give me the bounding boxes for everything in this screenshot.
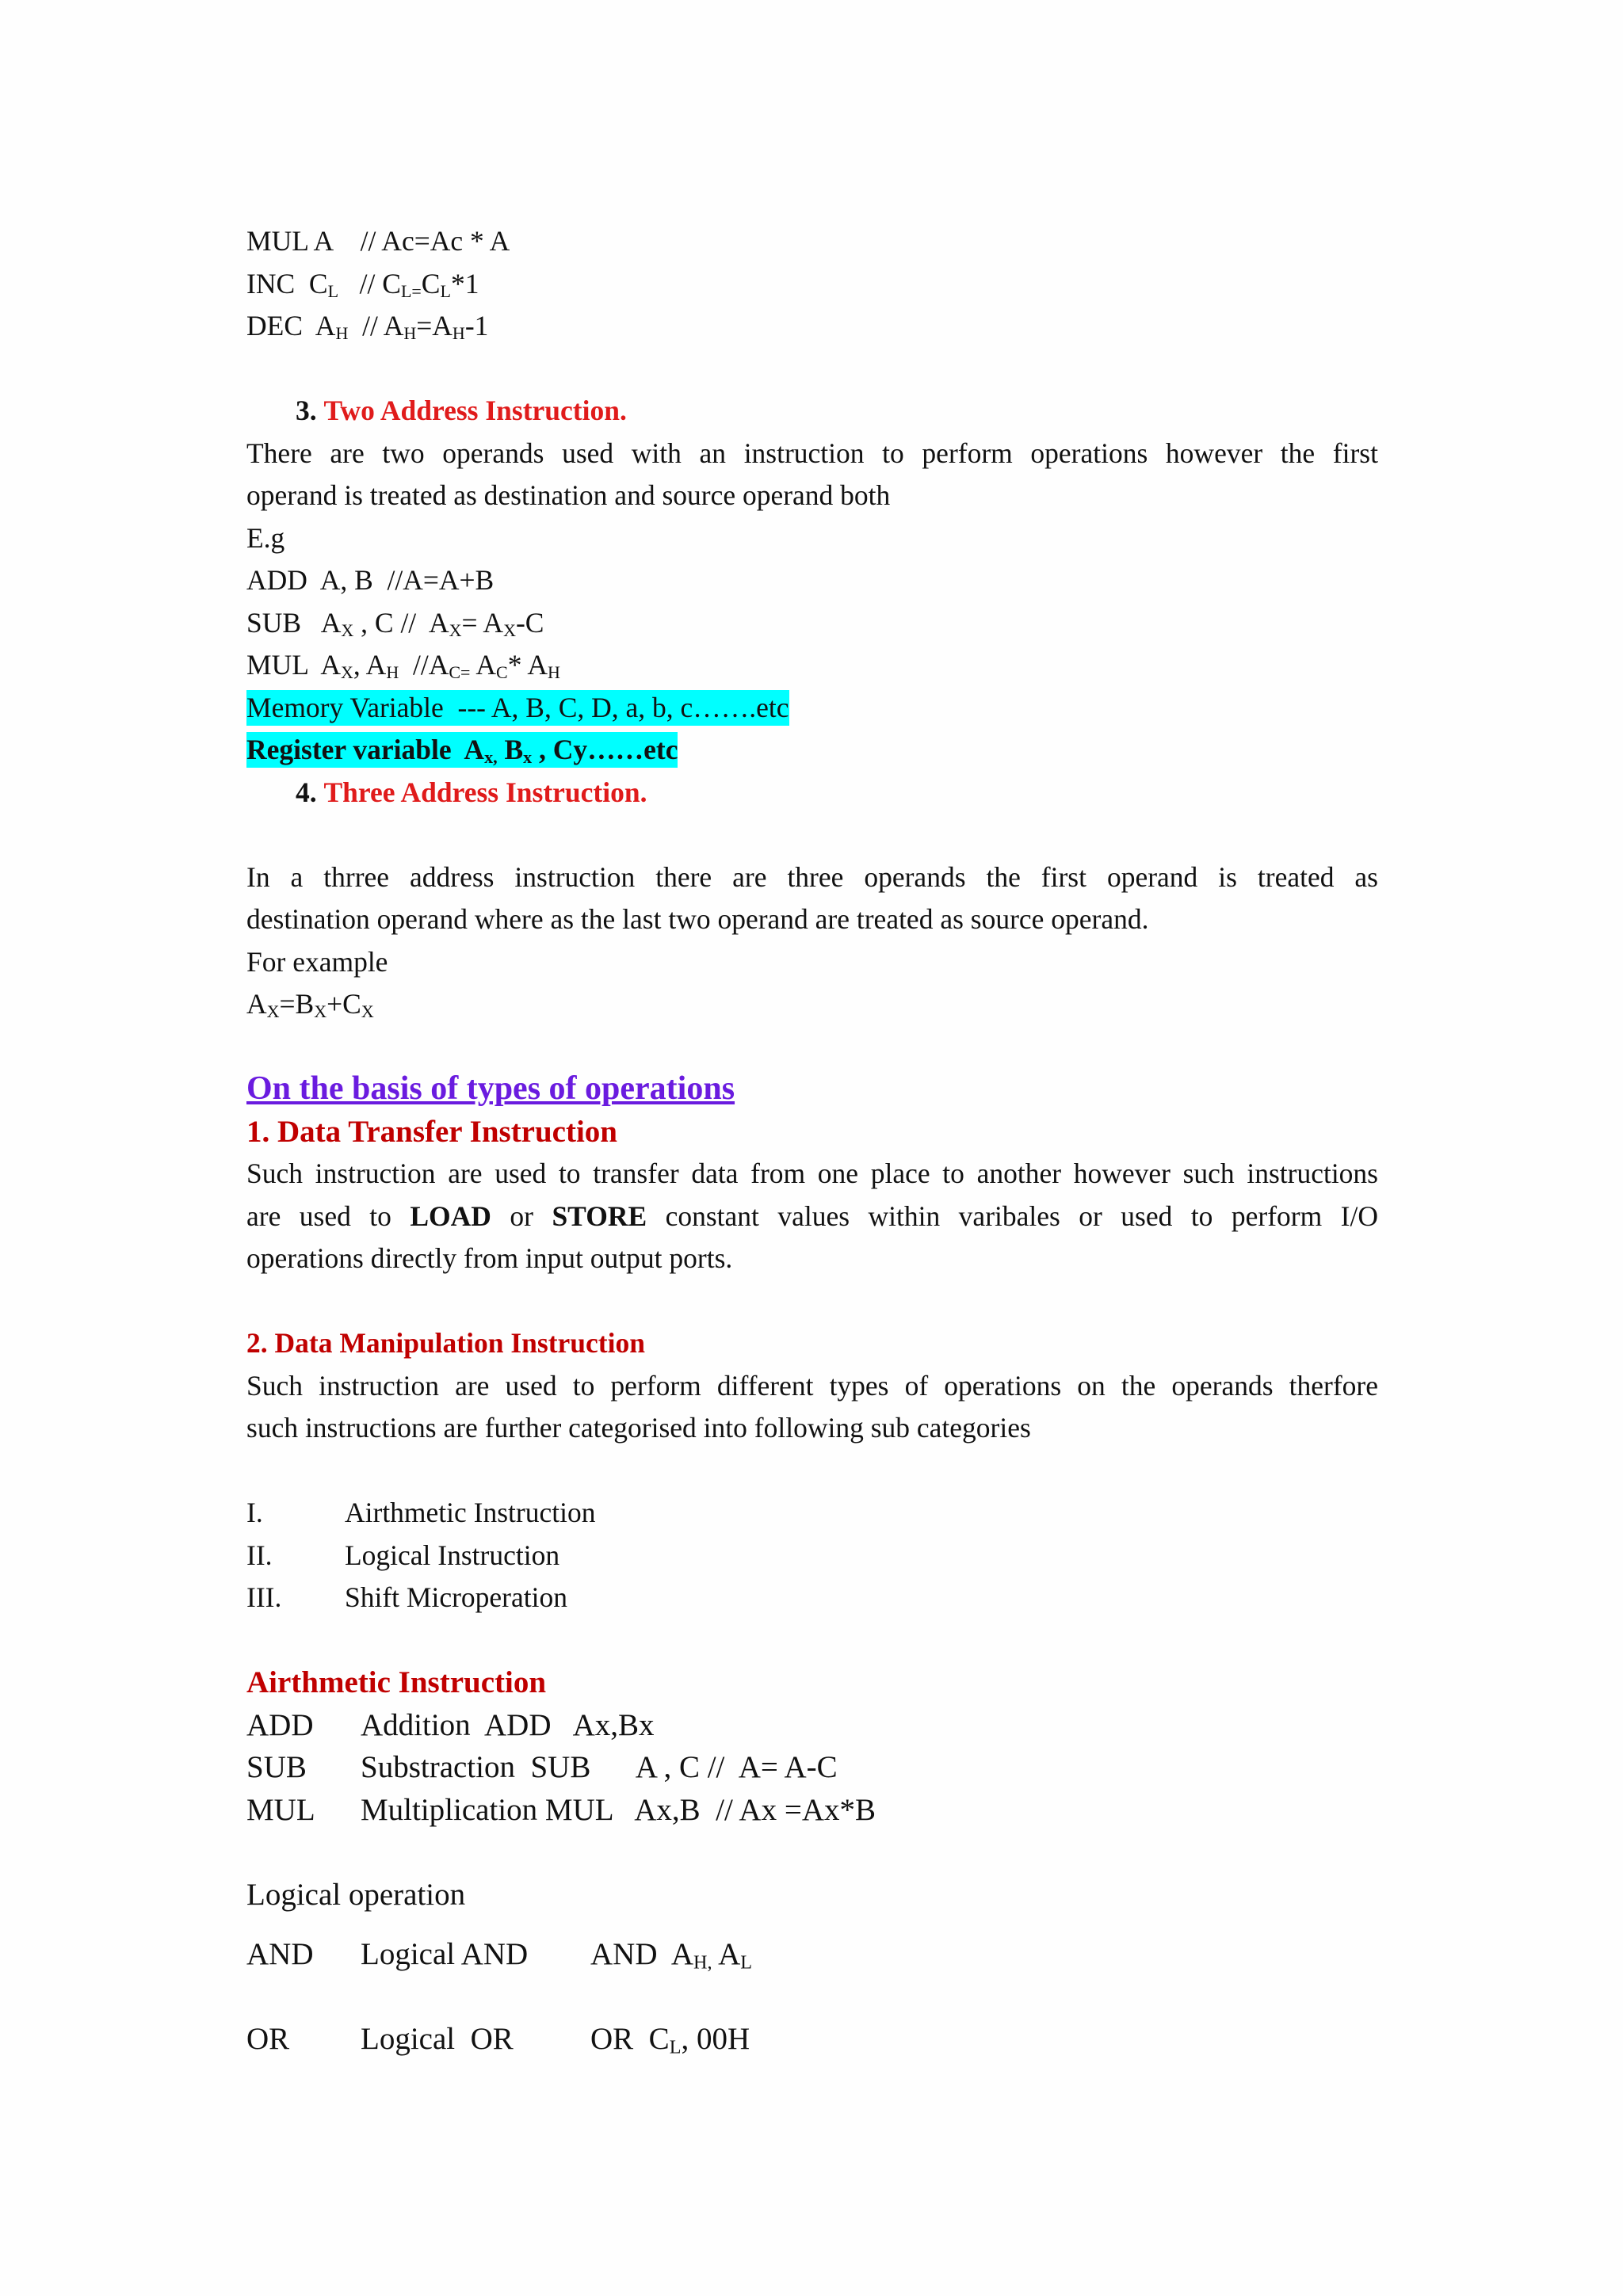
highlighted-text: Memory Variable --- A, B, C, D, a, b, c…….etc <box>246 690 789 726</box>
code-line-sub <box>246 602 1378 645</box>
subscript: H, <box>693 1951 712 1974</box>
subscript: C= <box>449 662 471 682</box>
code-text: MUL A // Ac=Ac * A <box>246 225 510 257</box>
code-text: -C <box>515 606 544 639</box>
code-text: = A <box>461 606 504 639</box>
code-text: // A <box>348 310 404 341</box>
list-number: III. <box>246 1581 282 1613</box>
op-desc: Logical OR <box>361 2022 514 2056</box>
paragraph-line: Such instruction are used to perform different types of operations on the operands therfore <box>246 1369 1378 1402</box>
subscript: X <box>449 620 462 640</box>
highlighted-text <box>246 732 678 768</box>
paragraph-line <box>246 1196 1378 1238</box>
subscript: L <box>669 2036 682 2058</box>
subscript: L <box>440 280 451 301</box>
bold-keyword: LOAD <box>410 1199 491 1232</box>
code-text: A <box>470 649 496 681</box>
logical-title: Logical operation <box>246 1877 466 1912</box>
list-item <box>246 1492 1378 1535</box>
example-formula <box>246 983 1378 1026</box>
op-name: AND <box>246 1937 314 1971</box>
operations-heading: On the basis of types of operations <box>246 1070 735 1107</box>
subscript: x <box>523 746 533 767</box>
code-text: * A <box>507 649 548 681</box>
memory-variable-line <box>246 687 1378 730</box>
code-line-add: ADD A, B //A=A+B <box>246 564 495 596</box>
subscript: X <box>341 620 354 640</box>
paragraph-line: There are two operands used with an instruction to perform operations however the first <box>246 437 1378 469</box>
arith-row-sub <box>246 1746 1378 1789</box>
op-example: OR C <box>590 2022 670 2056</box>
subscript: X <box>503 620 516 640</box>
subscript: H <box>452 322 465 343</box>
text: or <box>510 1199 533 1232</box>
section-number: 4. <box>296 776 317 808</box>
op-example: A <box>712 1937 741 1971</box>
op-name: SUB <box>246 1750 307 1784</box>
list-number: II. <box>246 1539 273 1571</box>
section-title: Three Address Instruction. <box>323 776 647 808</box>
three-address-heading <box>246 772 1378 814</box>
code-line-mul <box>246 220 1378 263</box>
paragraph-line: Such instruction are used to transfer data from one place to another however such instructions <box>246 1158 1378 1189</box>
op-desc: Substraction SUB A , C // A= A-C <box>361 1750 838 1784</box>
arithmetic-title: Airthmetic Instruction <box>246 1665 547 1699</box>
code-text: INC C <box>246 267 328 299</box>
bold-text: , Cy……etc <box>532 734 678 765</box>
code-text: MUL A <box>246 649 341 681</box>
list-text: Shift Microperation <box>345 1581 567 1613</box>
op-name: ADD <box>246 1707 314 1742</box>
section-number: 3. <box>296 395 317 426</box>
bold-keyword: STORE <box>552 1199 647 1232</box>
text: are used to <box>246 1199 391 1232</box>
bold-text: B <box>497 734 524 765</box>
list-item <box>246 1577 1378 1619</box>
code-text: A <box>246 988 267 1020</box>
data-manipulation-title: 2. Data Manipulation Instruction <box>246 1327 645 1359</box>
code-text: //A <box>399 649 449 681</box>
logical-row-and <box>246 1933 1378 1976</box>
code-line-mul2 <box>246 644 1378 687</box>
code-text: C <box>421 267 441 299</box>
subscript: H <box>403 322 417 343</box>
paragraph-line: operand is treated as destination and source operand both <box>246 479 891 511</box>
paragraph-line: In a thrree address instruction there are three operands the first operand is treated as <box>246 860 1378 893</box>
for-example-label: For example <box>246 945 388 978</box>
subscript: H <box>548 662 560 682</box>
code-text: *1 <box>450 267 479 299</box>
list-number: I. <box>246 1497 263 1528</box>
bold-text: Register variable A <box>246 734 485 765</box>
subscript: C <box>496 662 508 682</box>
data-transfer-title: 1. Data Transfer Instruction <box>246 1114 617 1149</box>
subscript: H <box>335 322 349 343</box>
op-desc: Addition ADD Ax,Bx <box>361 1707 655 1742</box>
code-text: DEC A <box>246 310 336 341</box>
register-variable-line <box>246 729 1378 772</box>
arith-row-mul <box>246 1789 1378 1832</box>
eg-label: E.g <box>246 521 285 554</box>
code-line-inc <box>246 263 1378 306</box>
arith-row-add <box>246 1704 1378 1747</box>
subscript: X <box>266 1001 280 1021</box>
op-example: , 00H <box>681 2022 750 2056</box>
subscript: X <box>341 662 353 682</box>
subscript: L <box>327 280 339 301</box>
list-text: Airthmetic Instruction <box>345 1497 596 1528</box>
code-text: =A <box>416 310 453 341</box>
list-text: Logical Instruction <box>345 1539 560 1571</box>
op-name: OR <box>246 2022 290 2056</box>
subscript: x, <box>484 746 498 767</box>
paragraph-line: such instructions are further categorised into following sub categories <box>246 1412 1031 1444</box>
code-text: SUB A <box>246 606 342 639</box>
two-address-heading <box>246 390 1378 433</box>
subscript: H <box>386 662 399 682</box>
code-text: // C <box>338 267 401 299</box>
section-title: Two Address Instruction. <box>323 395 627 426</box>
op-example: AND A <box>590 1937 694 1971</box>
document-body <box>246 220 1378 2061</box>
subscript: L <box>740 1951 753 1974</box>
paragraph-line: destination operand where as the last two operand are treated as source operand. <box>246 903 1149 935</box>
code-text: +C <box>327 988 361 1020</box>
text: constant values within varibales or used to perform I/O <box>665 1199 1378 1232</box>
code-text: -1 <box>464 310 489 341</box>
subscript: L= <box>400 280 422 301</box>
code-text: =B <box>279 988 315 1020</box>
op-name: MUL <box>246 1792 315 1827</box>
list-item <box>246 1535 1378 1577</box>
subscript: X <box>361 1001 374 1021</box>
logical-row-or <box>246 2018 1378 2061</box>
code-text: , C // A <box>353 606 449 639</box>
code-line-dec <box>246 305 1378 348</box>
op-desc: Multiplication MUL Ax,B // Ax =Ax*B <box>361 1792 876 1827</box>
paragraph-line: operations directly from input output ports. <box>246 1242 733 1274</box>
code-text: , A <box>353 649 387 681</box>
op-desc: Logical AND <box>361 1937 529 1971</box>
subscript: X <box>314 1001 327 1021</box>
